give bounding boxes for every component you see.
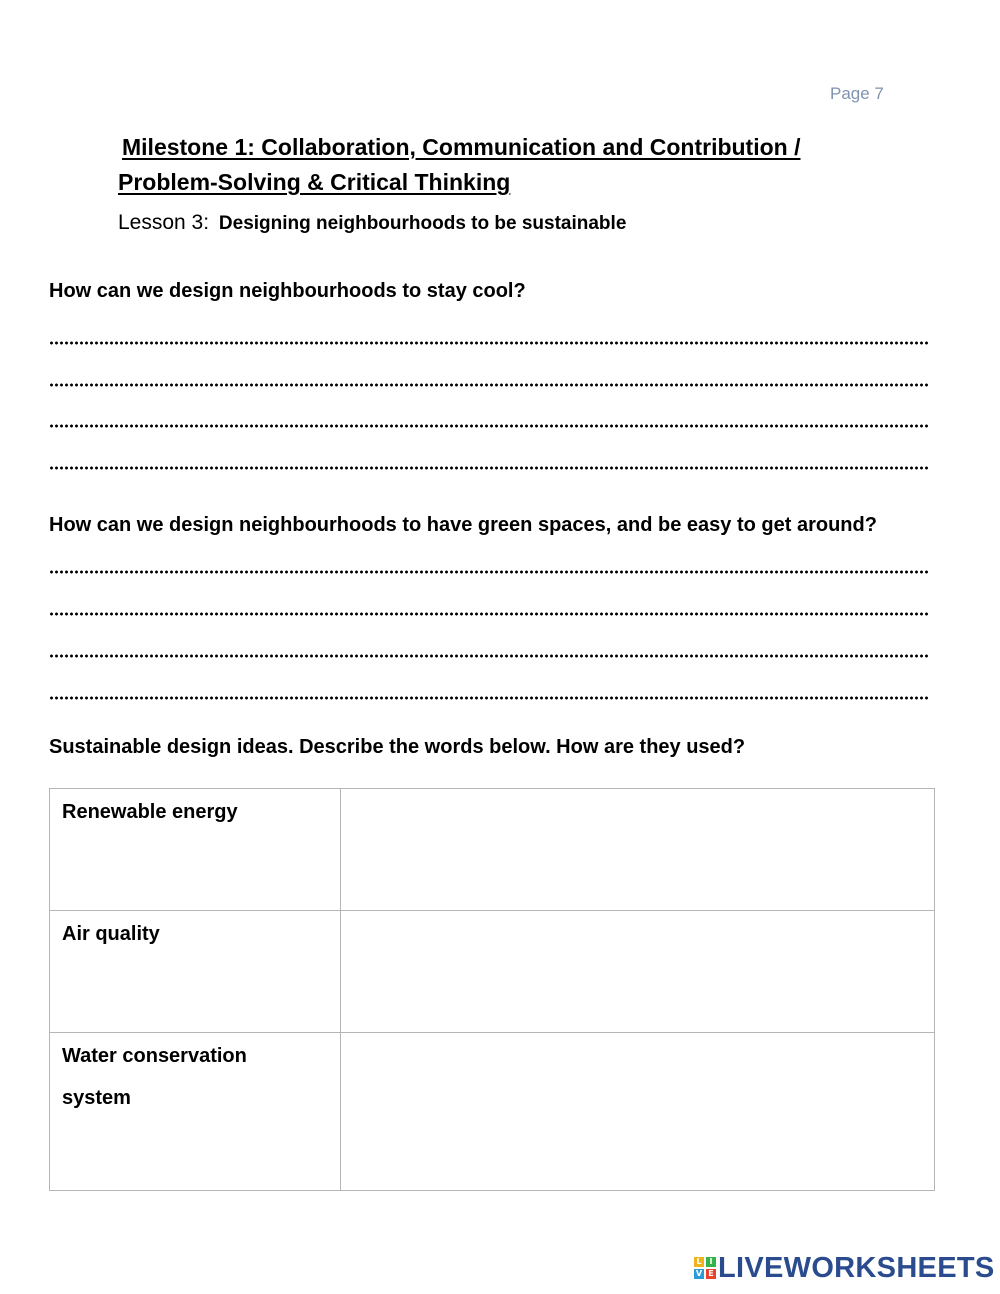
logo-badge <box>694 1257 716 1279</box>
answer-line[interactable] <box>49 654 929 658</box>
table-prompt: Sustainable design ideas. Describe the words below. How are they used? <box>49 736 746 758</box>
term-label: Renewable energy <box>62 801 238 823</box>
milestone-heading <box>118 130 801 200</box>
table-row <box>50 1033 935 1191</box>
milestone-line-1: Milestone 1: Collaboration, Communication and Contribution / <box>122 134 801 160</box>
question-1: How can we design neighbourhoods to stay cool? <box>49 280 526 302</box>
term-cell <box>50 789 341 911</box>
table-row <box>50 789 935 911</box>
answer-line[interactable] <box>49 341 929 345</box>
logo-letter: L <box>694 1257 704 1267</box>
term-line-1: Water conservation <box>62 1045 247 1067</box>
answer-line[interactable] <box>49 466 929 470</box>
term-line-2: system <box>62 1087 131 1109</box>
answer-line[interactable] <box>49 570 929 574</box>
answer-line[interactable] <box>49 383 929 387</box>
term-label <box>62 1035 328 1119</box>
logo-letter: I <box>706 1257 716 1267</box>
term-cell <box>50 1033 341 1191</box>
liveworksheets-logo <box>694 1253 995 1283</box>
logo-letter: V <box>695 1269 703 1278</box>
page-number: Page 7 <box>830 84 884 103</box>
answer-cell[interactable] <box>341 1033 935 1191</box>
answer-line[interactable] <box>49 696 929 700</box>
design-ideas-table <box>49 788 935 1191</box>
term-cell <box>50 911 341 1033</box>
lesson-title: Designing neighbourhoods to be sustainable <box>218 213 627 234</box>
term-label: Air quality <box>62 923 160 945</box>
lesson-label: Lesson 3: <box>118 211 210 234</box>
answer-cell[interactable] <box>341 789 935 911</box>
table-row <box>50 911 935 1033</box>
logo-text: LIVEWORKSHEETS <box>718 1251 995 1284</box>
answer-line[interactable] <box>49 424 929 428</box>
question-2: How can we design neighbourhoods to have green spaces, and be easy to get around? <box>49 514 877 536</box>
milestone-line-2: Problem-Solving & Critical Thinking <box>118 169 511 195</box>
lesson-heading <box>118 211 626 235</box>
logo-letter: E <box>706 1269 716 1279</box>
answer-line[interactable] <box>49 612 929 616</box>
answer-cell[interactable] <box>341 911 935 1033</box>
